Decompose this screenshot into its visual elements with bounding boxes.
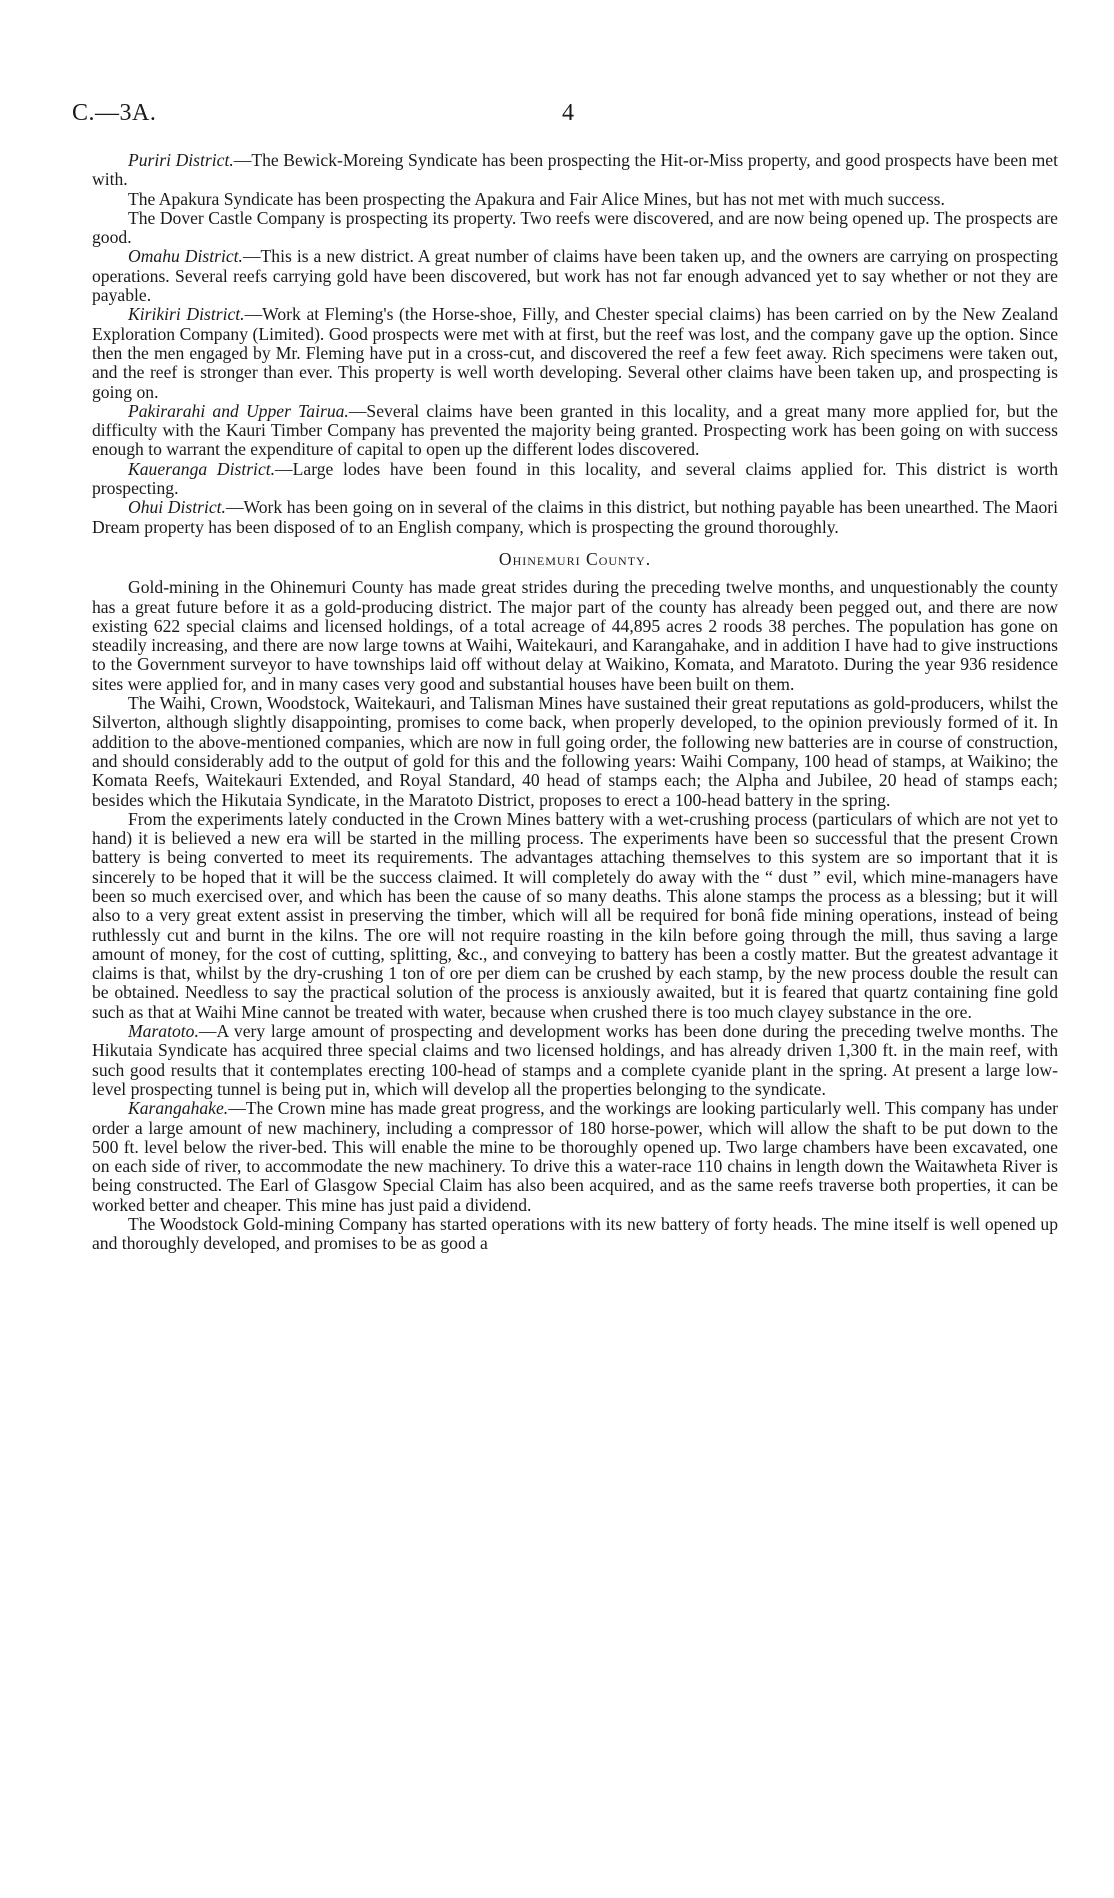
document-code: C.—3A. — [72, 100, 157, 126]
paragraph-lead: Maratoto. — [128, 1021, 199, 1042]
paragraph-kaueranga — [92, 460, 1058, 499]
paragraph-lead: Omahu District. — [128, 246, 243, 267]
paragraph-text: The Dover Castle Company is prospecting its property. Two reefs were discovered, and are now being opened up. The prospects are good. — [92, 207, 1058, 248]
paragraph-omahu — [92, 247, 1058, 305]
paragraph-ohinemuri-intro — [92, 578, 1058, 694]
paragraph-text: From the experiments lately conducted in the Crown Mines battery with a wet-crushing process (particulars of which are not yet to hand) it is believed a new era will be started in the milling process. The experiments have been so successful that the present Crown battery is being converted to meet its requirements. The advantages attaching themselves to this system are so important that it is sincerely to be hoped that it will be the success claimed. It will completely do away with the “ dust ” evil, which mine-managers have been so much exercised over, and which has been the cause of so many deaths. This alone stamps the process as a blessing; but it will also to a very great extent assist in preserving the timber, which will all be required for bonâ fide mining operations, instead of being ruthlessly cut and burnt in the kilns. The ore will not require roasting in the kiln before going through the mill, thus saving a large amount of money, for the cost of cutting, splitting, &c., and conveying to battery has been a costly matter. But the greatest advantage it claims is that, whilst by the dry-crushing 1 ton of ore per diem can be crushed by each stamp, by the new process double the result can be obtained. Needless to say the practical solution of the process is anxiously awaited, but it is feared that quartz containing fine gold such as that at Waihi Mine cannot be treated with water, because when crushed there is too much clayey substance in the ore. — [92, 808, 1058, 1022]
paragraph-kirikiri — [92, 305, 1058, 401]
paragraph-text: —A very large amount of prospecting and development works has been done during the preceding twelve months. The Hikutaia Syndicate has acquired three special claims and two licensed holdings, and has already driven 1,300 ft. in the main reef, with such good results that it contemplates erecting 100-head of stamps and a complete cyanide plant in the spring. At present a large low-level prospecting tunnel is being put in, which will develop all the properties belonging to the syndicate. — [92, 1021, 1058, 1099]
paragraph-text: —The Crown mine has made great progress, and the workings are looking particularly well. This company has under order a large amount of new machinery, including a compressor of 180 horse-power, which will allow the shaft to be put down to the 500 ft. level below the river-bed. This will enable the mine to be thoroughly opened up. Two large chambers have been excavated, one on each side of river, to accommodate the new machinery. To drive this a water-race 110 chains in length down the Waitawheta River is being constructed. The Earl of Glasgow Special Claim has also been acquired, and as the same reefs traverse both properties, it can be worked better and cheaper. This mine has just paid a dividend. — [92, 1098, 1058, 1215]
paragraph-pakirarahi — [92, 402, 1058, 460]
document-body — [92, 151, 1058, 1254]
paragraph-maratoto — [92, 1022, 1058, 1099]
paragraph-lead: Ohui District. — [128, 497, 226, 518]
paragraph-text: —Work at Fleming's (the Horse-shoe, Filly, and Chester special claims) has been carried on by the New Zealand Exploration Company (Limited). Good prospects were met with at first, but the reef was lost, and the company gave up the option. Since then the men engaged by Mr. Fleming have put in a cross-cut, and discovered the reef a few feet away. Rich specimens were taken out, and the reef is stronger than ever. This property is well worth developing. Several other claims have been taken up, and prospecting is going on. — [92, 304, 1058, 402]
paragraph-text: The Woodstock Gold-mining Company has started operations with its new battery of forty heads. The mine itself is well opened up and thoroughly developed, and promises to be as good a — [92, 1214, 1058, 1254]
paragraph-karangahake — [92, 1099, 1058, 1215]
paragraph-wet-crushing — [92, 810, 1058, 1022]
paragraph-batteries — [92, 694, 1058, 810]
paragraph-text: —The Bewick-Moreing Syndicate has been prospecting the Hit-or-Miss property, and good prospects have been met with. — [92, 150, 1058, 190]
paragraph-lead: Karangahake. — [128, 1098, 229, 1119]
paragraph-lead: Kirikiri District. — [128, 304, 245, 325]
paragraph-text: —This is a new district. A great number of claims have been taken up, and the owners are carrying on prospecting operations. Several reefs carrying gold have been discovered, but work has not far enough advanced yet to say whether or not they are payable. — [92, 246, 1058, 306]
paragraph-text: Gold-mining in the Ohinemuri County has made great strides during the preceding twelve months, and unquestionably the county has a great future before it as a gold-producing district. The major part of the county has already been pegged out, and there are now existing 622 special claims and licensed holdings, of a total acreage of 44,895 acres 2 roods 38 perches. The population has gone on steadily increasing, and there are now large towns at Waihi, Waitekauri, and Karangahake, and in addition I have had to give instructions to the Government surveyor to have townships laid off without delay at Waikino, Komata, and Maratoto. During the year 936 residence sites were applied for, and in many cases very good and substantial houses have been built on them. — [92, 577, 1058, 694]
paragraph-lead: Kaueranga District. — [128, 458, 276, 479]
paragraph-text: —Several claims have been granted in this locality, and a great many more applied for, but the difficulty with the Kauri Timber Company has prevented the majority being granted. Prospecting work has been going on with success enough to warrant the expenditure of capital to open up the different lodes discovered. — [92, 400, 1058, 460]
paragraph-lead: Pakirarahi and Upper Tairua. — [128, 400, 349, 421]
paragraph-woodstock — [92, 1215, 1058, 1254]
paragraph-dover-castle — [92, 209, 1058, 248]
paragraph-apakura — [92, 190, 1058, 209]
page-number: 4 — [562, 100, 574, 126]
paragraph-ohui — [92, 498, 1058, 537]
paragraph-text: —Large lodes have been found in this locality, and several claims applied for. This district is worth prospecting. — [92, 458, 1058, 499]
paragraph-text: —Work has been going on in several of the claims in this district, but nothing payable has been unearthed. The Maori Dream property has been disposed of to an English company, which is prospecting the ground thoroughly. — [92, 497, 1058, 537]
section-heading: Ohinemuri County. — [498, 548, 652, 569]
paragraph-text: The Waihi, Crown, Woodstock, Waitekauri, and Talisman Mines have sustained their great reputations as gold-producers, whilst the Silverton, although slightly disappointing, promises to come back, when properly developed, to the opinion previously formed of it. In addition to the above-mentioned companies, which are now in full going order, the following new batteries are in course of construction, and should considerably add to the output of gold for this and the following years: Waihi Company, 100 head of stamps, at Waikino; the Komata Reefs, Waitekauri Extended, and Royal Standard, 40 head of stamps each; the Alpha and Jubilee, 20 head of stamps each; besides which the Hikutaia Syndicate, in the Maratoto District, proposes to erect a 100-head battery in the spring. — [92, 693, 1058, 810]
paragraph-text: The Apakura Syndicate has been prospecting the Apakura and Fair Alice Mines, but has not met with much success. — [128, 188, 945, 209]
page-header — [72, 100, 1060, 134]
paragraph-lead: Puriri District. — [128, 150, 234, 170]
paragraph-puriri — [92, 151, 1058, 190]
